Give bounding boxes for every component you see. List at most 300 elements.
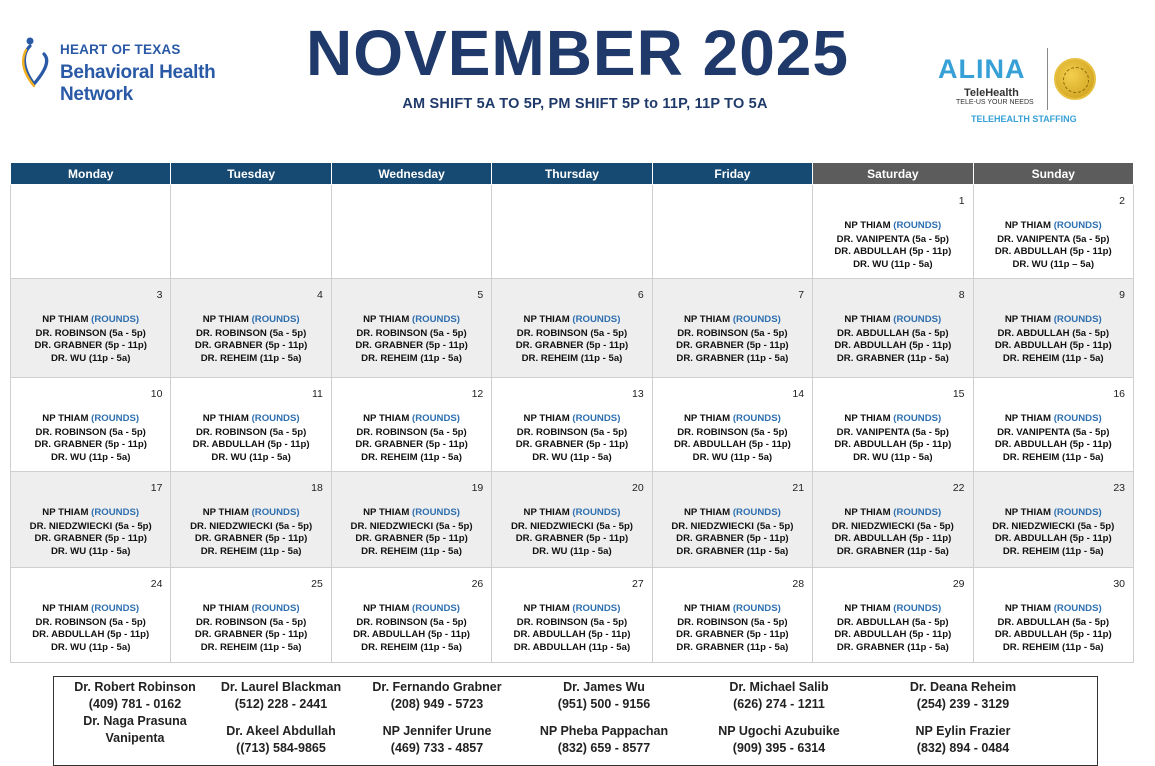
shift-assignment: DR. ROBINSON (5a - 5p)	[677, 327, 788, 339]
np-name: NP THIAM	[363, 314, 410, 325]
contact-phone: (254) 239 - 3129	[916, 697, 1010, 711]
shift-list	[171, 603, 330, 654]
np-rounds-line	[813, 413, 972, 426]
contact-entry	[524, 679, 684, 713]
day-number: 17	[150, 482, 163, 494]
np-rounds-line	[653, 507, 812, 520]
shift-assignment: DR. ROBINSON (5a - 5p)	[516, 327, 628, 339]
shift-assignment: DR. VANIPENTA (5a - 5p)	[836, 233, 949, 245]
day-cell	[171, 568, 331, 663]
np-name: NP THIAM	[1004, 413, 1052, 424]
np-name: NP THIAM	[844, 413, 891, 424]
np-name: NP THIAM	[683, 314, 731, 325]
contact-name: NP Ugochi Azubuike	[718, 724, 840, 738]
day-number: 8	[958, 289, 965, 301]
np-rounds-line	[653, 314, 812, 327]
day-cell	[973, 378, 1133, 472]
shift-assignment: DR. GRABNER (11p - 5a)	[676, 352, 789, 364]
rounds-label: (ROUNDS)	[572, 314, 621, 325]
day-number: 29	[952, 578, 965, 590]
shift-assignment: DR. ABDULLAH (5a - 5p)	[997, 616, 1110, 628]
contact-entry	[206, 723, 356, 757]
shift-assignment: DR. ABDULLAH (5a - 5p)	[837, 327, 949, 339]
rounds-label: (ROUNDS)	[893, 314, 942, 325]
np-name: NP THIAM	[523, 507, 570, 518]
shift-assignment: DR. GRABNER (5p - 11p)	[194, 629, 308, 641]
rounds-label: (ROUNDS)	[91, 507, 140, 518]
rounds-label: (ROUNDS)	[732, 603, 781, 614]
rounds-label: (ROUNDS)	[412, 413, 460, 424]
contact-name: NP Pheba Pappachan	[539, 724, 669, 738]
calendar-week-row	[11, 568, 1134, 663]
shift-assignment: DR. ABDULLAH (5p - 11p)	[994, 246, 1112, 258]
org-name-line1: HEART OF TEXAS	[60, 42, 181, 57]
contact-name: NP Eylin Frazier	[915, 724, 1011, 738]
shift-assignment: DR. ROBINSON (5a - 5p)	[195, 616, 307, 628]
shift-list	[492, 603, 651, 654]
rounds-label: (ROUNDS)	[251, 413, 300, 424]
shift-list	[813, 220, 972, 271]
rounds-label: (ROUNDS)	[1053, 220, 1102, 231]
shift-list	[492, 314, 651, 365]
shift-list	[11, 603, 170, 654]
day-cell	[171, 472, 331, 568]
shift-assignment: DR. ABDULLAH (5p - 11p)	[32, 629, 150, 641]
contact-phone: (951) 500 - 9156	[557, 697, 651, 711]
np-name: NP THIAM	[844, 507, 891, 518]
rounds-label: (ROUNDS)	[91, 413, 140, 424]
shift-assignment: DR. ROBINSON (5a - 5p)	[356, 616, 467, 628]
day-number: 25	[311, 578, 323, 590]
contact-name: Dr. Robert Robinson	[74, 680, 196, 694]
np-name: NP THIAM	[844, 314, 891, 325]
weekday-header: Saturday	[813, 163, 973, 185]
day-number: 18	[311, 482, 323, 494]
weekday-header: Tuesday	[171, 163, 331, 185]
shift-assignment: DR. ABDULLAH (5a - 5p)	[837, 616, 949, 628]
shift-assignment: DR. GRABNER (5p - 11p)	[34, 340, 147, 352]
np-rounds-line	[332, 603, 491, 616]
shift-assignment: DR. REHEIM (11p - 5a)	[361, 451, 462, 463]
day-number: 26	[471, 578, 484, 590]
np-rounds-line	[492, 603, 651, 616]
shift-assignment: DR. WU (11p - 5a)	[853, 451, 933, 463]
rounds-label: (ROUNDS)	[893, 220, 942, 231]
rounds-label: (ROUNDS)	[893, 413, 942, 424]
day-cell	[652, 472, 812, 568]
shift-list	[974, 603, 1133, 654]
shift-assignment: DR. GRABNER (5p - 11p)	[194, 533, 308, 545]
shift-assignment: DR. ABDULLAH (5p - 11p)	[834, 246, 952, 258]
shift-assignment: DR. ABDULLAH (5p - 11p)	[994, 340, 1112, 352]
empty-day-cell	[652, 185, 812, 279]
partner-service: TELEHEALTH STAFFING	[971, 114, 1077, 124]
rounds-label: (ROUNDS)	[893, 507, 942, 518]
shift-list	[653, 413, 812, 464]
np-rounds-line	[11, 603, 170, 616]
shift-list	[171, 507, 330, 558]
day-cell	[331, 568, 491, 663]
day-number: 14	[792, 388, 805, 400]
shift-list	[492, 413, 651, 464]
shift-list	[11, 413, 170, 464]
shift-assignment: DR. GRABNER (5p - 11p)	[515, 439, 629, 451]
np-rounds-line	[813, 314, 972, 327]
shift-assignment: DR. GRABNER (5p - 11p)	[676, 340, 789, 352]
shift-assignment: DR. REHEIM (11p - 5a)	[361, 545, 462, 557]
day-number: 11	[311, 388, 323, 400]
rounds-label: (ROUNDS)	[412, 314, 460, 325]
np-name: NP THIAM	[523, 314, 570, 325]
shift-assignment: DR. REHEIM (11p - 5a)	[200, 352, 302, 364]
rounds-label: (ROUNDS)	[572, 507, 621, 518]
weekday-header: Monday	[11, 163, 171, 185]
shift-assignment: DR. ABDULLAH (5p - 11p)	[192, 439, 310, 451]
np-rounds-line	[974, 507, 1133, 520]
shift-assignment: DR. ABDULLAH (5p - 11p)	[834, 340, 952, 352]
shift-assignment: DR. ROBINSON (5a - 5p)	[356, 327, 467, 339]
day-number: 1	[958, 195, 965, 207]
shift-assignment: DR. ROBINSON (5a - 5p)	[677, 426, 788, 438]
np-name: NP THIAM	[42, 507, 89, 518]
day-cell	[652, 279, 812, 378]
shift-list	[11, 507, 170, 558]
empty-day-cell	[492, 185, 652, 279]
shift-assignment: DR. ABDULLAH (11p - 5a)	[513, 641, 631, 653]
shift-assignment: DR. WU (11p - 5a)	[211, 451, 291, 463]
np-name: NP THIAM	[1004, 314, 1052, 325]
contact-entry	[699, 679, 859, 713]
day-cell	[973, 279, 1133, 378]
rounds-label: (ROUNDS)	[1053, 507, 1102, 518]
shift-list	[974, 413, 1133, 464]
rounds-label: (ROUNDS)	[732, 413, 781, 424]
shift-assignment: DR. REHEIM (11p - 5a)	[1002, 545, 1104, 557]
day-number: 21	[792, 482, 805, 494]
np-rounds-line	[11, 507, 170, 520]
day-number: 15	[952, 388, 965, 400]
day-cell	[331, 472, 491, 568]
shift-assignment: DR. GRABNER (11p - 5a)	[836, 641, 949, 653]
shift-list	[813, 413, 972, 464]
contact-phone: (626) 274 - 1211	[733, 697, 825, 711]
shift-list	[332, 507, 491, 558]
np-name: NP THIAM	[844, 603, 891, 614]
partner-logo	[936, 44, 1106, 134]
shift-assignment: DR. ABDULLAH (5p - 11p)	[834, 629, 952, 641]
contact-directory	[53, 676, 1098, 766]
calendar-week-row	[11, 378, 1134, 472]
shift-assignment: DR. GRABNER (11p - 5a)	[676, 545, 789, 557]
day-cell	[973, 472, 1133, 568]
np-name: NP THIAM	[683, 413, 731, 424]
contact-entry	[888, 723, 1038, 757]
np-name: NP THIAM	[202, 507, 249, 518]
day-number: 20	[632, 482, 644, 494]
shift-assignment: DR. GRABNER (5p - 11p)	[515, 533, 629, 545]
np-name: NP THIAM	[844, 220, 891, 231]
shift-assignment: DR. GRABNER (5p - 11p)	[676, 629, 789, 641]
rounds-label: (ROUNDS)	[1053, 413, 1102, 424]
shift-assignment: DR. ABDULLAH (5p - 11p)	[834, 439, 952, 451]
contact-name: Dr. Deana Reheim	[909, 680, 1017, 694]
shift-assignment: DR. ABDULLAH (5p - 11p)	[994, 629, 1112, 641]
day-cell	[652, 568, 812, 663]
shift-assignment: DR. GRABNER (5p - 11p)	[355, 533, 468, 545]
contact-phone: ((713) 584-9865	[236, 741, 326, 755]
contact-name: Dr. Fernando Grabner	[372, 680, 502, 694]
day-cell	[492, 568, 652, 663]
np-rounds-line	[974, 603, 1133, 616]
rounds-label: (ROUNDS)	[1053, 314, 1102, 325]
shift-assignment: DR. ABDULLAH (5p - 11p)	[994, 533, 1112, 545]
shift-list	[974, 220, 1133, 271]
shift-assignment: DR. VANIPENTA (5a - 5p)	[836, 426, 949, 438]
calendar-week-row	[11, 279, 1134, 378]
np-name: NP THIAM	[42, 314, 89, 325]
day-cell	[171, 279, 331, 378]
day-cell	[11, 472, 171, 568]
rounds-label: (ROUNDS)	[412, 507, 460, 518]
rounds-label: (ROUNDS)	[732, 314, 781, 325]
day-cell	[492, 472, 652, 568]
np-rounds-line	[171, 603, 330, 616]
page-subtitle: AM SHIFT 5A TO 5P, PM SHIFT 5P to 11P, 11P TO 5A	[402, 96, 768, 112]
day-cell	[813, 378, 973, 472]
weekday-header: Wednesday	[331, 163, 491, 185]
day-cell	[492, 378, 652, 472]
day-cell	[973, 568, 1133, 663]
np-name: NP THIAM	[42, 603, 89, 614]
shift-assignment: DR. REHEIM (11p - 5a)	[1002, 451, 1104, 463]
np-name: NP THIAM	[363, 413, 410, 424]
np-rounds-line	[332, 507, 491, 520]
calendar-week-row	[11, 472, 1134, 568]
shift-assignment: DR. VANIPENTA (5a - 5p)	[997, 426, 1110, 438]
shift-assignment: DR. WU (11p – 5a)	[1012, 258, 1095, 270]
day-number: 19	[471, 482, 484, 494]
weekday-header: Sunday	[973, 163, 1133, 185]
shift-assignment: DR. ABDULLAH (5p - 11p)	[353, 629, 470, 641]
contact-phone: (832) 894 - 0484	[916, 741, 1010, 755]
shift-assignment: DR. NIEDZWIECKI (5a - 5p)	[29, 520, 152, 532]
np-rounds-line	[974, 220, 1133, 233]
day-number: 23	[1113, 482, 1125, 494]
contact-name: NP Jennifer Urune	[382, 724, 492, 738]
day-cell	[492, 279, 652, 378]
shift-assignment: DR. NIEDZWIECKI (5a - 5p)	[510, 520, 633, 532]
np-rounds-line	[492, 413, 651, 426]
np-name: NP THIAM	[202, 314, 249, 325]
np-rounds-line	[813, 507, 972, 520]
shift-assignment: DR. WU (11p - 5a)	[532, 451, 612, 463]
contact-entry	[699, 723, 859, 757]
shift-list	[974, 314, 1133, 365]
shift-assignment: DR. ROBINSON (5a - 5p)	[516, 426, 628, 438]
np-rounds-line	[332, 314, 491, 327]
logo-divider	[1047, 48, 1048, 110]
contact-entry	[888, 679, 1038, 713]
shift-assignment: DR. GRABNER (5p - 11p)	[34, 439, 147, 451]
np-name: NP THIAM	[523, 413, 570, 424]
shift-assignment: DR. NIEDZWIECKI (5a - 5p)	[350, 520, 473, 532]
day-cell	[813, 279, 973, 378]
shift-assignment: DR. GRABNER (5p - 11p)	[194, 340, 308, 352]
np-name: NP THIAM	[42, 413, 89, 424]
day-number: 2	[1119, 195, 1125, 207]
day-number: 22	[952, 482, 965, 494]
contact-name: Dr. Laurel Blackman	[220, 680, 342, 694]
day-number: 28	[792, 578, 805, 590]
day-number: 12	[471, 388, 484, 400]
contact-name: Dr. Michael Salib	[729, 680, 829, 694]
shift-list	[332, 314, 491, 365]
day-cell	[331, 378, 491, 472]
day-number: 3	[156, 289, 163, 301]
day-cell	[813, 568, 973, 663]
shift-assignment: DR. REHEIM (11p - 5a)	[200, 545, 302, 557]
day-number: 24	[150, 578, 163, 590]
day-number: 6	[637, 289, 644, 301]
rounds-label: (ROUNDS)	[91, 603, 140, 614]
shift-assignment: DR. WU (11p - 5a)	[532, 545, 612, 557]
contact-entry	[206, 679, 356, 713]
day-cell	[331, 279, 491, 378]
rounds-label: (ROUNDS)	[412, 603, 460, 614]
np-rounds-line	[813, 603, 972, 616]
shift-list	[332, 413, 491, 464]
np-name: NP THIAM	[683, 507, 731, 518]
rounds-label: (ROUNDS)	[1053, 603, 1102, 614]
shift-assignment: DR. REHEIM (11p - 5a)	[521, 352, 623, 364]
contact-phone: (409) 781 - 0162	[88, 697, 182, 711]
shift-assignment: DR. WU (11p - 5a)	[50, 451, 131, 463]
shift-assignment: DR. WU (11p - 5a)	[853, 258, 933, 270]
shift-assignment: DR. ROBINSON (5a - 5p)	[35, 327, 146, 339]
partner-name: ALINA	[938, 54, 1026, 84]
shift-list	[653, 507, 812, 558]
shift-list	[974, 507, 1133, 558]
partner-tagline: TELE-US YOUR NEEDS	[956, 99, 1034, 106]
rounds-label: (ROUNDS)	[732, 507, 781, 518]
shift-assignment: DR. REHEIM (11p - 5a)	[1002, 641, 1104, 653]
shift-assignment: DR. GRABNER (11p - 5a)	[836, 352, 949, 364]
shift-list	[492, 507, 651, 558]
rounds-label: (ROUNDS)	[251, 603, 300, 614]
org-name-line2: Behavioral Health Network	[60, 62, 216, 105]
shift-assignment: DR. ROBINSON (5a - 5p)	[516, 616, 628, 628]
rounds-label: (ROUNDS)	[91, 314, 140, 325]
day-cell	[11, 568, 171, 663]
shift-assignment: DR. NIEDZWIECKI (5a - 5p)	[671, 520, 794, 532]
np-name: NP THIAM	[363, 507, 410, 518]
shift-list	[11, 314, 170, 365]
partner-product: TeleHealth	[964, 87, 1019, 99]
page-title: NOVEMBER 2025	[306, 17, 849, 89]
rounds-label: (ROUNDS)	[893, 603, 942, 614]
np-rounds-line	[171, 314, 330, 327]
shift-list	[332, 603, 491, 654]
calendar-week-row	[11, 185, 1134, 279]
contact-entry	[60, 679, 210, 713]
shift-assignment: DR. ABDULLAH (5p - 11p)	[513, 629, 631, 641]
np-name: NP THIAM	[683, 603, 731, 614]
shift-list	[171, 413, 330, 464]
contact-entry	[524, 723, 684, 757]
np-rounds-line	[653, 413, 812, 426]
shift-assignment: DR. WU (11p - 5a)	[692, 451, 773, 463]
shift-list	[653, 603, 812, 654]
contact-phone: (208) 949 - 5723	[390, 697, 484, 711]
contact-phone: (832) 659 - 8577	[557, 741, 651, 755]
contact-phone: (469) 733 - 4857	[390, 741, 484, 755]
np-name: NP THIAM	[363, 603, 410, 614]
empty-day-cell	[11, 185, 171, 279]
shift-assignment: DR. WU (11p - 5a)	[50, 352, 131, 364]
shift-assignment: DR. NIEDZWIECKI (5a - 5p)	[831, 520, 954, 532]
np-name: NP THIAM	[202, 413, 249, 424]
day-cell	[973, 185, 1133, 279]
day-number: 27	[632, 578, 644, 590]
day-cell	[652, 378, 812, 472]
rounds-label: (ROUNDS)	[251, 314, 300, 325]
day-cell	[813, 472, 973, 568]
np-rounds-line	[11, 314, 170, 327]
shift-assignment: DR. ROBINSON (5a - 5p)	[35, 616, 146, 628]
shift-assignment: DR. WU (11p - 5a)	[50, 641, 131, 653]
shift-assignment: DR. ROBINSON (5a - 5p)	[356, 426, 467, 438]
calendar-grid	[10, 162, 1134, 663]
np-name: NP THIAM	[1004, 603, 1052, 614]
day-number: 16	[1113, 388, 1125, 400]
shift-assignment: DR. ROBINSON (5a - 5p)	[35, 426, 146, 438]
shift-assignment: DR. ROBINSON (5a - 5p)	[195, 327, 307, 339]
shift-list	[813, 314, 972, 365]
contact-entry	[352, 723, 522, 757]
day-number: 7	[798, 289, 805, 301]
shift-assignment: DR. VANIPENTA (5a - 5p)	[997, 233, 1110, 245]
contact-phone: (909) 395 - 6314	[732, 741, 826, 755]
shift-assignment: DR. GRABNER (5p - 11p)	[34, 533, 147, 545]
empty-day-cell	[331, 185, 491, 279]
shift-assignment: DR. ABDULLAH (5p - 11p)	[834, 533, 952, 545]
shift-assignment: DR. GRABNER (5p - 11p)	[515, 340, 629, 352]
contact-entry	[352, 679, 522, 713]
np-rounds-line	[171, 507, 330, 520]
np-rounds-line	[492, 314, 651, 327]
day-number: 5	[477, 289, 484, 301]
shift-assignment: DR. GRABNER (5p - 11p)	[676, 533, 789, 545]
weekday-header-row	[11, 163, 1134, 185]
shift-assignment: DR. GRABNER (5p - 11p)	[355, 439, 468, 451]
contact-name: Dr. James Wu	[563, 680, 645, 694]
day-cell	[171, 378, 331, 472]
shift-list	[171, 314, 330, 365]
shift-assignment: DR. REHEIM (11p - 5a)	[200, 641, 302, 653]
day-number: 10	[150, 388, 163, 400]
shift-assignment: DR. GRABNER (5p - 11p)	[355, 340, 468, 352]
np-rounds-line	[974, 413, 1133, 426]
contact-name: Dr. Akeel Abdullah	[226, 724, 336, 738]
rounds-label: (ROUNDS)	[251, 507, 300, 518]
rounds-label: (ROUNDS)	[572, 413, 621, 424]
np-rounds-line	[653, 603, 812, 616]
shift-assignment: DR. ROBINSON (5a - 5p)	[195, 426, 307, 438]
contact-entry	[75, 713, 195, 747]
np-name: NP THIAM	[1004, 507, 1052, 518]
contact-phone: (512) 228 - 2441	[234, 697, 328, 711]
weekday-header: Thursday	[492, 163, 652, 185]
